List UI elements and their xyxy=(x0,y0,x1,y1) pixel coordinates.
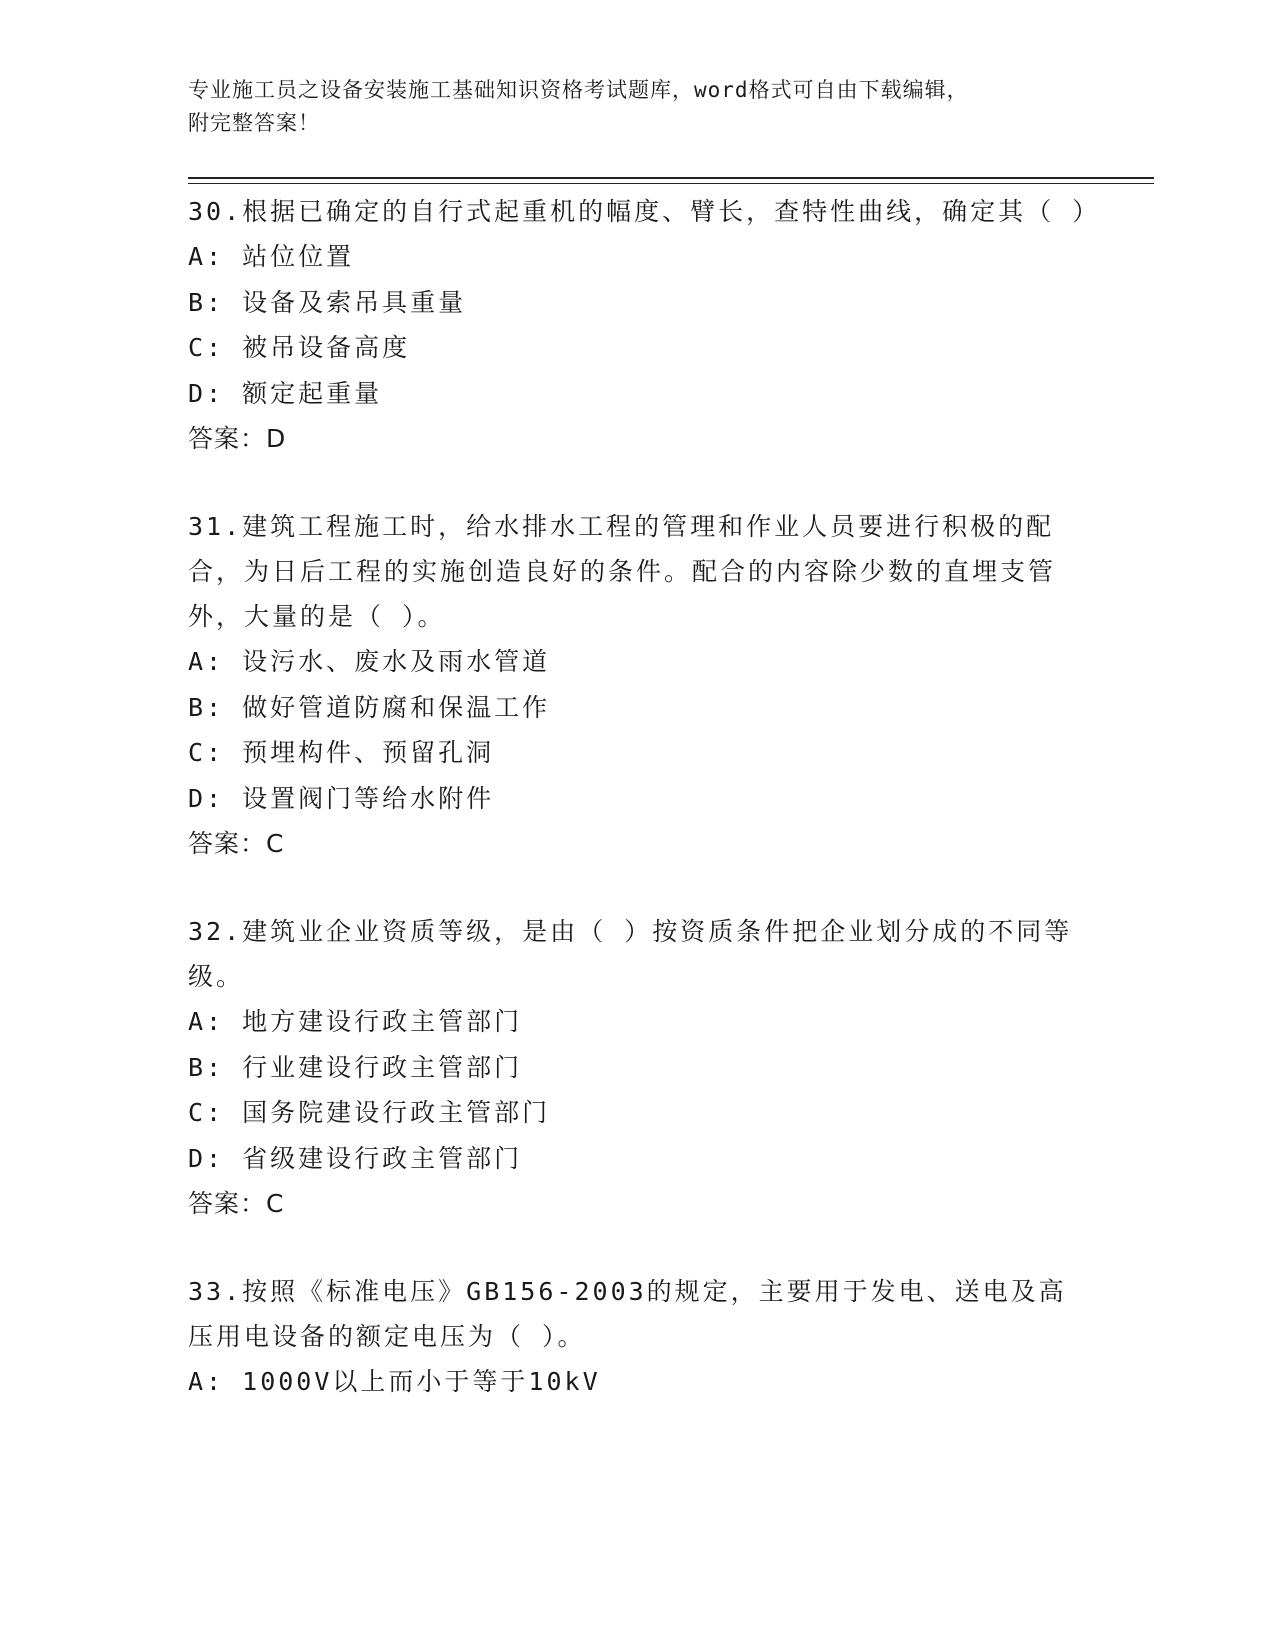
option-a: A: 1000V以上而小于等于10kV xyxy=(188,1367,601,1396)
header-divider-thin xyxy=(188,183,1154,184)
question-31 xyxy=(188,504,1088,867)
header-divider-thick xyxy=(188,177,1154,179)
header-line-1: 专业施工员之设备安装施工基础知识资格考试题库，word格式可自由下载编辑， xyxy=(188,78,969,102)
option-b: B: 做好管道防腐和保温工作 xyxy=(188,692,551,722)
option-b: B: 行业建设行政主管部门 xyxy=(188,1052,523,1082)
answer: 答案：C xyxy=(188,1189,285,1218)
answer: 答案：D xyxy=(188,424,287,453)
header-line-2: 附完整答案！ xyxy=(188,111,320,135)
option-c: C: 预埋构件、预留孔洞 xyxy=(188,738,495,767)
option-c: C: 被吊设备高度 xyxy=(188,333,411,362)
question-list xyxy=(188,189,1101,1447)
document-header xyxy=(188,74,1068,140)
answer: 答案：C xyxy=(188,829,285,858)
question-text: 32.建筑业企业资质等级，是由（ ）按资质条件把企业划分成的不同等级。 xyxy=(188,917,1073,991)
option-b: B: 设备及索吊具重量 xyxy=(188,287,467,317)
option-a: A: 站位位置 xyxy=(188,242,355,271)
option-d: D: 设置阀门等给水附件 xyxy=(188,783,495,813)
option-d: D: 额定起重量 xyxy=(188,378,383,408)
question-32 xyxy=(188,909,1088,1227)
option-d: D: 省级建设行政主管部门 xyxy=(188,1143,523,1173)
option-a: A: 设污水、废水及雨水管道 xyxy=(188,647,551,676)
option-c: C: 国务院建设行政主管部门 xyxy=(188,1098,551,1127)
question-text: 31.建筑工程施工时，给水排水工程的管理和作业人员要进行积极的配合，为日后工程的实施创造良好的条件。配合的内容除少数的直埋支管外，大量的是（ ）。 xyxy=(188,512,1057,631)
question-33 xyxy=(188,1269,1088,1405)
question-text: 30.根据已确定的自行式起重机的幅度、臂长，查特性曲线，确定其（ ） xyxy=(188,197,1101,226)
question-text: 33.按照《标准电压》GB156-2003的规定，主要用于发电、送电及高压用电设备的额定电压为（ ）。 xyxy=(188,1277,1067,1351)
option-a: A: 地方建设行政主管部门 xyxy=(188,1007,523,1036)
question-30 xyxy=(188,189,1101,462)
